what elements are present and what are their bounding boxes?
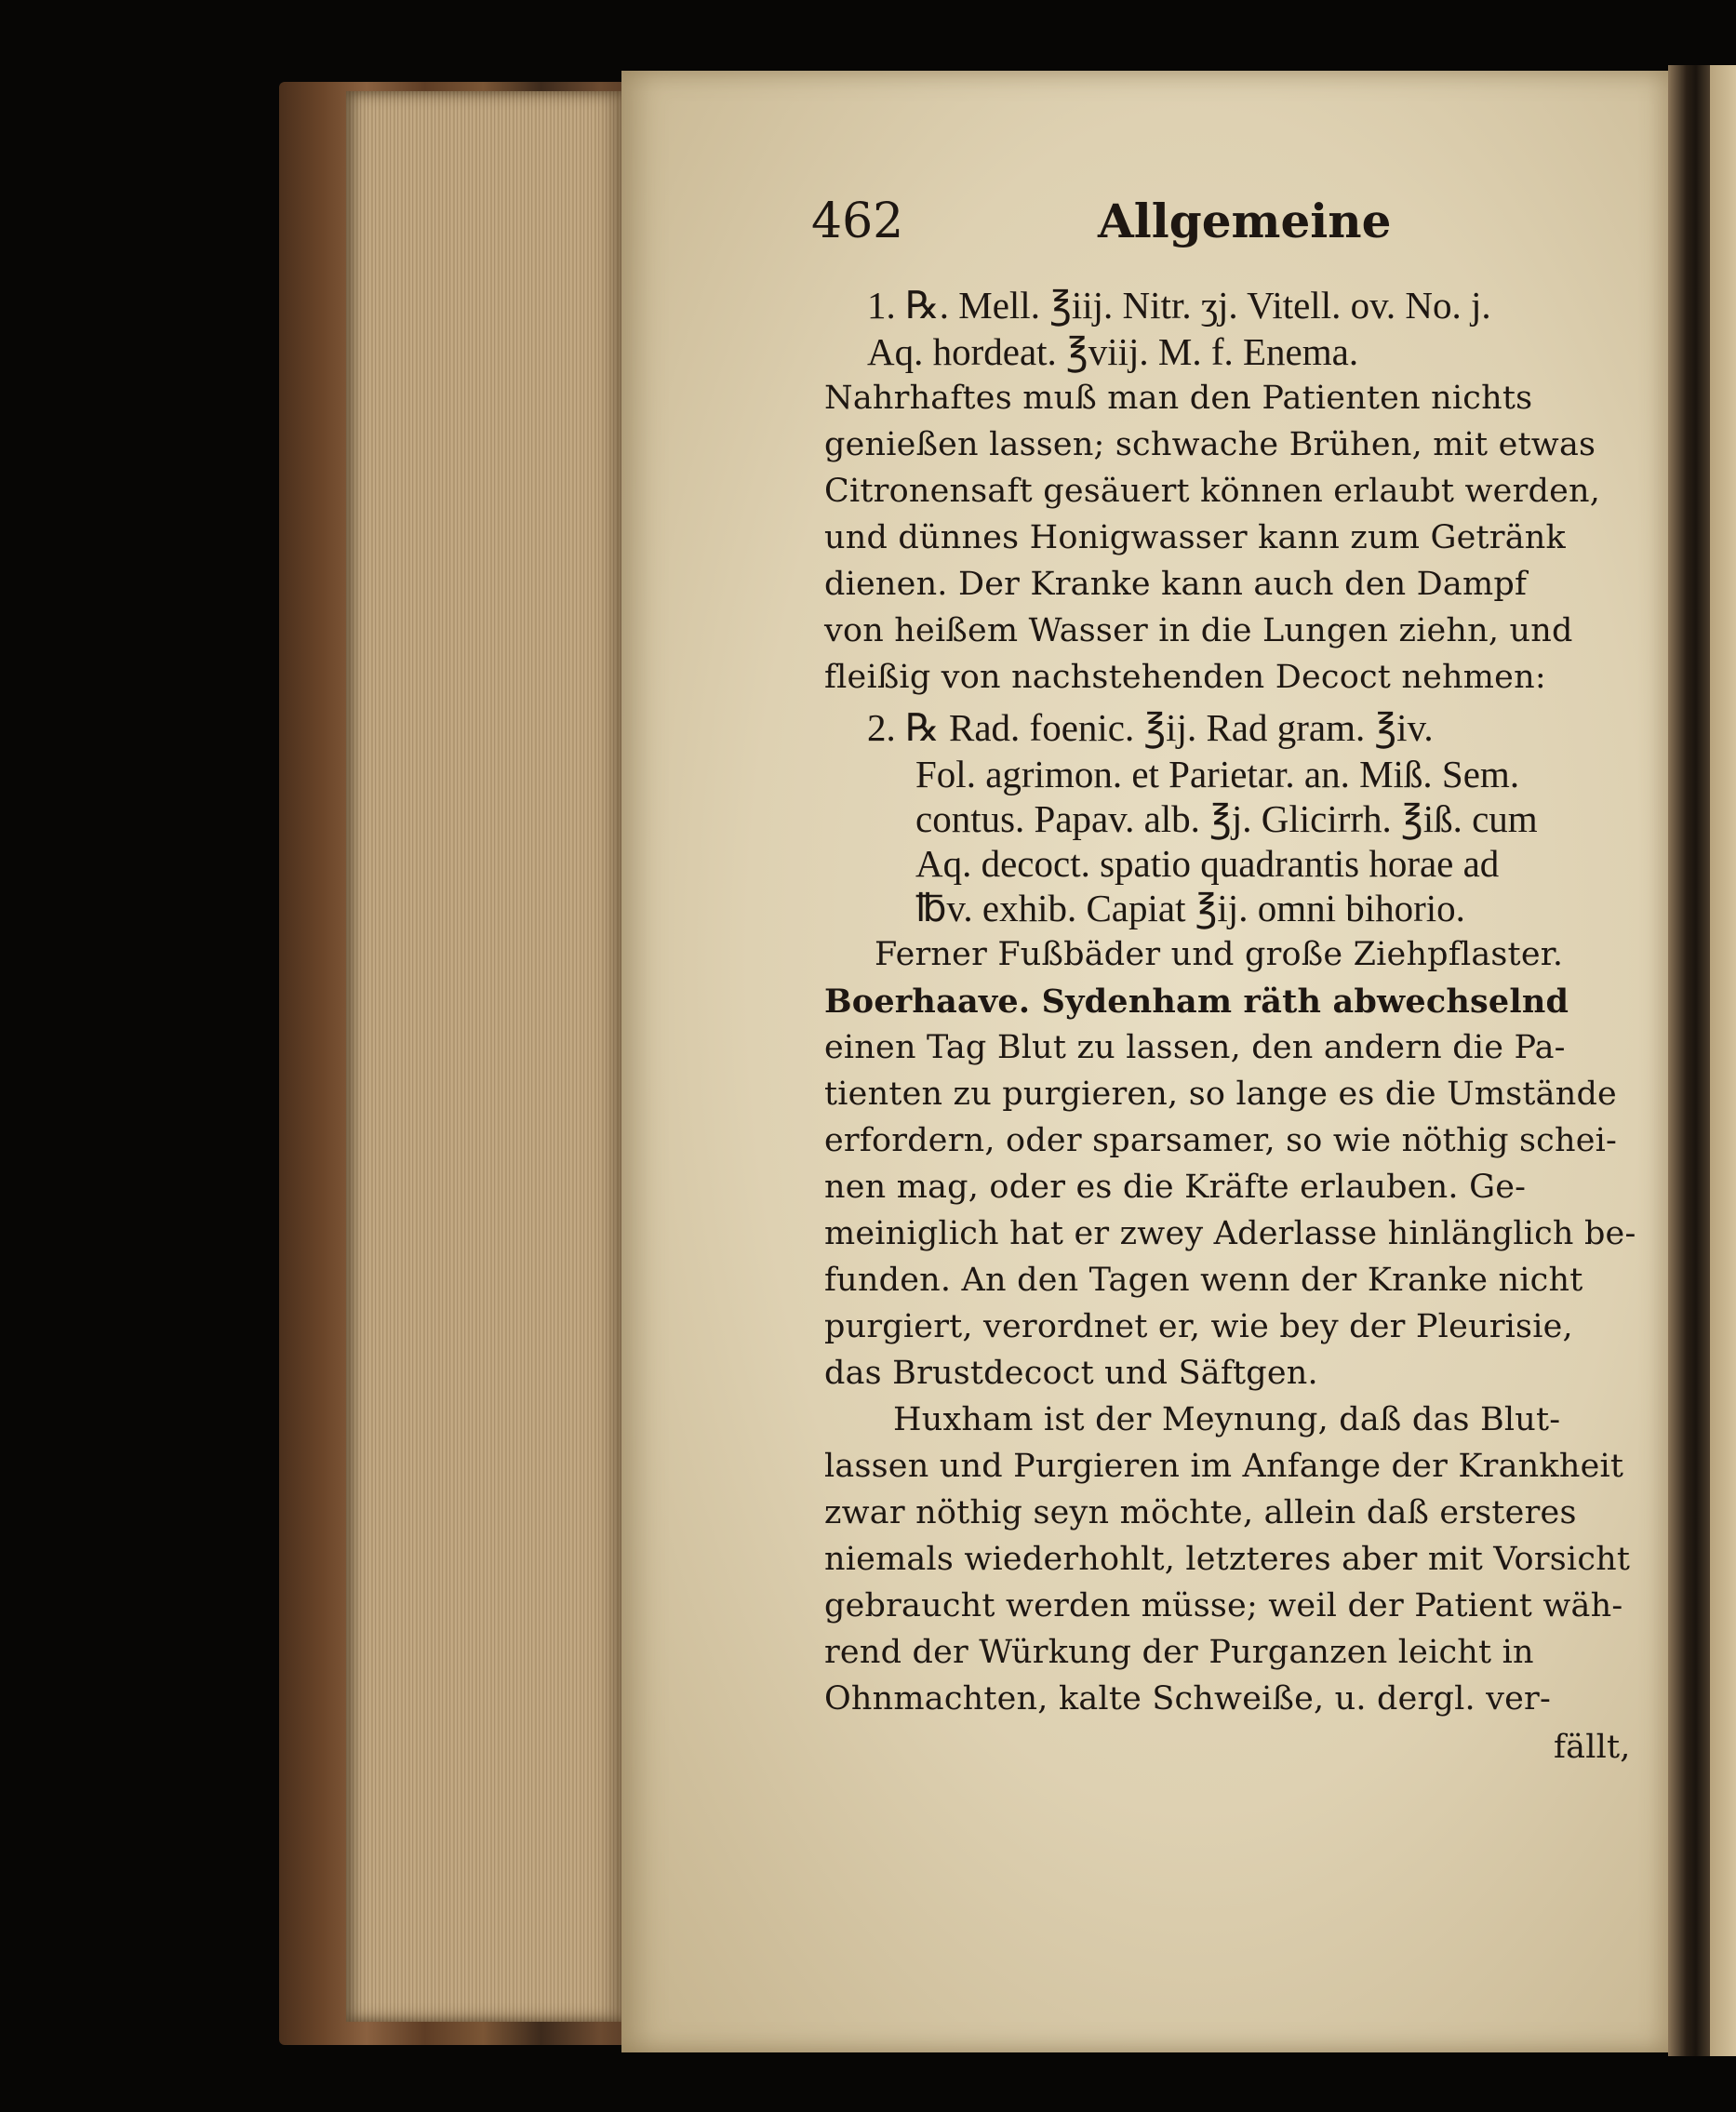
- page-number: 462: [811, 194, 904, 249]
- running-head: Allgemeine: [1098, 194, 1392, 248]
- text-line: zwar nöthig seyn möchte, allein daß ersteres: [824, 1494, 1577, 1531]
- text-line: Ferner Fußbäder und große Ziehpflaster.: [875, 936, 1564, 973]
- text-line: fleißig von nachstehenden Decoct nehmen:: [824, 659, 1546, 696]
- text-line: meiniglich hat er zwey Aderlasse hinlänglich be-: [824, 1215, 1636, 1252]
- catchword: fällt,: [1554, 1729, 1631, 1766]
- text-line: nen mag, oder es die Kräfte erlauben. Ge-: [824, 1169, 1527, 1206]
- recipe-2-line-5: ℔v. exhib. Capiat ℥ij. omni bihorio.: [915, 887, 1465, 929]
- text-line: purgiert, verordnet er, wie bey der Pleurisie,: [824, 1308, 1573, 1345]
- text-line: Ohnmachten, kalte Schweiße, u. dergl. ver-: [824, 1680, 1551, 1718]
- text-line: das Brustdecoct und Säftgen.: [824, 1355, 1318, 1392]
- text-line: rend der Würkung der Purganzen leicht in: [824, 1634, 1534, 1671]
- text-line: Nahrhaftes muß man den Patienten nichts: [824, 380, 1533, 417]
- text-line: genießen lassen; schwache Brühen, mit etwas: [824, 426, 1596, 463]
- recipe-2-line-4: Aq. decoct. spatio quadrantis horae ad: [915, 842, 1500, 885]
- recipe-2-line-2: Fol. agrimon. et Parietar. an. Miß. Sem.: [915, 753, 1520, 795]
- text-line: gebraucht werden müsse; weil der Patient wäh-: [824, 1587, 1623, 1624]
- text-line: Citronensaft gesäuert können erlaubt werden,: [824, 473, 1601, 510]
- text-line: Boerhaave. Sydenham räth abwechselnd: [824, 982, 1569, 1021]
- text-line: erfordern, oder sparsamer, so wie nöthig schei-: [824, 1122, 1618, 1159]
- text-line: lassen und Purgieren im Anfange der Krankheit: [824, 1448, 1624, 1485]
- text-line: funden. An den Tagen wenn der Kranke nicht: [824, 1262, 1583, 1299]
- text-line: und dünnes Honigwasser kann zum Getränk: [824, 519, 1566, 556]
- text-line: Huxham ist der Meynung, daß das Blut-: [893, 1401, 1561, 1438]
- text-line: niemals wiederhohlt, letzteres aber mit Vorsicht: [824, 1541, 1631, 1578]
- facing-page-edge: [1710, 65, 1736, 2056]
- page-edges: [346, 91, 623, 2022]
- book-gutter: [1668, 65, 1715, 2056]
- text-line: tienten zu purgieren, so lange es die Umstände: [824, 1076, 1617, 1113]
- recipe-1-line-2: Aq. hordeat. ℥viij. M. f. Enema.: [867, 330, 1359, 373]
- text-line: einen Tag Blut zu lassen, den andern die Pa-: [824, 1029, 1566, 1066]
- recipe-2-line-3: contus. Papav. alb. ℥j. Glicirrh. ℥iß. cum: [915, 797, 1538, 840]
- recipe-1-line-1: 1. ℞. Mell. ℥iij. Nitr. ʒj. Vitell. ov. No. j.: [867, 284, 1491, 327]
- recipe-2-line-1: 2. ℞ Rad. foenic. ℥ij. Rad gram. ℥iv.: [867, 706, 1434, 749]
- text-line: dienen. Der Kranke kann auch den Dampf: [824, 566, 1528, 603]
- text-line: von heißem Wasser in die Lungen ziehn, und: [824, 612, 1573, 649]
